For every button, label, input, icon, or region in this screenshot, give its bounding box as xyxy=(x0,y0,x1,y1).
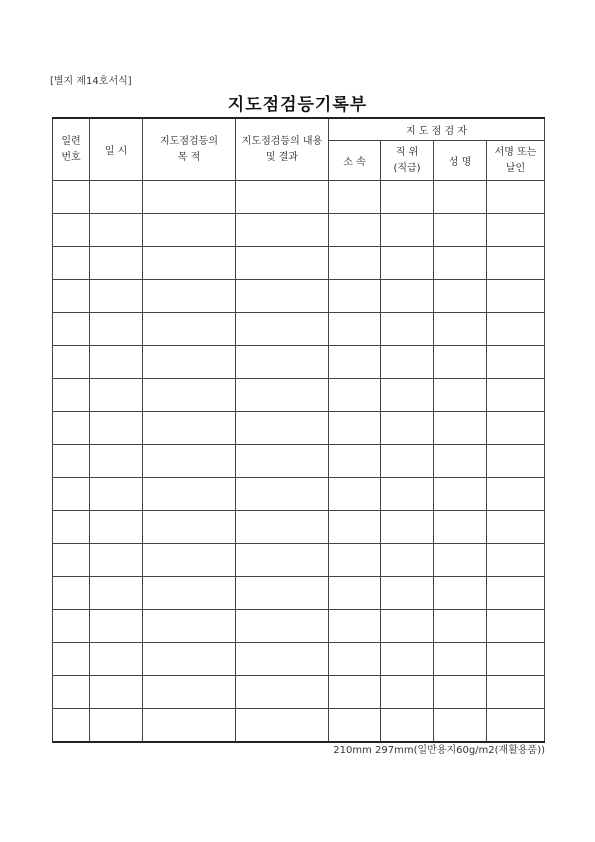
table-cell[interactable] xyxy=(143,445,236,478)
header-affiliation: 소 속 xyxy=(329,141,381,181)
table-row xyxy=(53,214,545,247)
table-cell[interactable] xyxy=(487,346,545,379)
table-cell[interactable] xyxy=(143,379,236,412)
table-cell[interactable] xyxy=(434,511,487,544)
table-cell[interactable] xyxy=(53,610,90,643)
table-cell[interactable] xyxy=(434,313,487,346)
table-cell[interactable] xyxy=(434,544,487,577)
table-cell[interactable] xyxy=(487,643,545,676)
table-cell[interactable] xyxy=(90,511,143,544)
table-cell[interactable] xyxy=(329,346,381,379)
table-cell[interactable] xyxy=(487,709,545,743)
table-cell[interactable] xyxy=(381,247,434,280)
table-cell[interactable] xyxy=(381,412,434,445)
table-cell[interactable] xyxy=(329,379,381,412)
table-cell[interactable] xyxy=(487,181,545,214)
table-cell[interactable] xyxy=(329,412,381,445)
table-cell[interactable] xyxy=(90,181,143,214)
table-cell[interactable] xyxy=(381,313,434,346)
table-cell[interactable] xyxy=(90,214,143,247)
table-cell[interactable] xyxy=(90,709,143,743)
table-cell[interactable] xyxy=(487,412,545,445)
table-cell[interactable] xyxy=(487,379,545,412)
table-cell[interactable] xyxy=(381,478,434,511)
table-cell[interactable] xyxy=(381,544,434,577)
table-cell[interactable] xyxy=(236,313,329,346)
table-cell[interactable] xyxy=(236,478,329,511)
table-cell[interactable] xyxy=(329,709,381,743)
table-cell[interactable] xyxy=(53,280,90,313)
table-cell[interactable] xyxy=(143,412,236,445)
table-cell[interactable] xyxy=(381,346,434,379)
table-cell[interactable] xyxy=(53,511,90,544)
table-cell[interactable] xyxy=(53,643,90,676)
table-cell[interactable] xyxy=(434,247,487,280)
header-position: 직 위 (직급) xyxy=(381,141,434,181)
table-cell[interactable] xyxy=(90,643,143,676)
table-row xyxy=(53,709,545,743)
table-cell[interactable] xyxy=(236,412,329,445)
table-cell[interactable] xyxy=(236,610,329,643)
table-cell[interactable] xyxy=(434,181,487,214)
table-row xyxy=(53,247,545,280)
table-cell[interactable] xyxy=(143,478,236,511)
table-cell[interactable] xyxy=(381,709,434,743)
table-cell[interactable] xyxy=(381,181,434,214)
table-cell[interactable] xyxy=(487,610,545,643)
table-cell[interactable] xyxy=(329,313,381,346)
table-cell[interactable] xyxy=(434,280,487,313)
table-cell[interactable] xyxy=(434,610,487,643)
table-row xyxy=(53,412,545,445)
table-cell[interactable] xyxy=(236,511,329,544)
table-cell[interactable] xyxy=(381,610,434,643)
table-cell[interactable] xyxy=(53,676,90,709)
table-cell[interactable] xyxy=(381,280,434,313)
table-cell[interactable] xyxy=(236,709,329,743)
table-cell[interactable] xyxy=(236,181,329,214)
table-cell[interactable] xyxy=(143,247,236,280)
table-cell[interactable] xyxy=(434,445,487,478)
table-row xyxy=(53,643,545,676)
table-cell[interactable] xyxy=(487,445,545,478)
inspection-record-table xyxy=(52,117,545,743)
page-title: 지도점검등기록부 xyxy=(227,95,368,115)
table-cell[interactable] xyxy=(329,577,381,610)
table-row xyxy=(53,181,545,214)
table-cell[interactable] xyxy=(329,247,381,280)
table-cell[interactable] xyxy=(434,577,487,610)
table-cell[interactable] xyxy=(53,313,90,346)
record-rows xyxy=(53,181,545,743)
table-cell[interactable] xyxy=(143,280,236,313)
table-cell[interactable] xyxy=(53,709,90,743)
table-cell[interactable] xyxy=(90,379,143,412)
table-cell[interactable] xyxy=(329,478,381,511)
table-cell[interactable] xyxy=(236,214,329,247)
table-row xyxy=(53,346,545,379)
table-cell[interactable] xyxy=(90,247,143,280)
table-cell[interactable] xyxy=(236,577,329,610)
table-cell[interactable] xyxy=(90,280,143,313)
table-cell[interactable] xyxy=(236,643,329,676)
table-cell[interactable] xyxy=(434,676,487,709)
table-cell[interactable] xyxy=(143,709,236,743)
table-cell[interactable] xyxy=(487,544,545,577)
table-cell[interactable] xyxy=(53,346,90,379)
table-cell[interactable] xyxy=(53,214,90,247)
table-cell[interactable] xyxy=(90,544,143,577)
table-cell[interactable] xyxy=(487,577,545,610)
table-cell[interactable] xyxy=(53,478,90,511)
table-cell[interactable] xyxy=(434,346,487,379)
table-cell[interactable] xyxy=(143,313,236,346)
table-cell[interactable] xyxy=(143,181,236,214)
table-cell[interactable] xyxy=(329,643,381,676)
table-row xyxy=(53,379,545,412)
table-cell[interactable] xyxy=(329,181,381,214)
table-cell[interactable] xyxy=(381,214,434,247)
table-cell[interactable] xyxy=(236,676,329,709)
table-cell[interactable] xyxy=(434,379,487,412)
table-cell[interactable] xyxy=(329,610,381,643)
header-signature: 서명 또는 날인 xyxy=(487,141,545,181)
table-cell[interactable] xyxy=(90,346,143,379)
table-cell[interactable] xyxy=(53,445,90,478)
table-cell[interactable] xyxy=(143,676,236,709)
table-cell[interactable] xyxy=(53,544,90,577)
table-row xyxy=(53,676,545,709)
table-cell[interactable] xyxy=(90,610,143,643)
table-cell[interactable] xyxy=(381,379,434,412)
table-row xyxy=(53,445,545,478)
table-row xyxy=(53,577,545,610)
table-cell[interactable] xyxy=(236,445,329,478)
table-cell[interactable] xyxy=(434,412,487,445)
table-cell[interactable] xyxy=(90,478,143,511)
table-cell[interactable] xyxy=(236,379,329,412)
table-cell[interactable] xyxy=(381,511,434,544)
table-cell[interactable] xyxy=(487,676,545,709)
header-serial-number: 일련 번호 xyxy=(53,118,90,181)
table-cell[interactable] xyxy=(236,346,329,379)
table-cell[interactable] xyxy=(143,544,236,577)
table-cell[interactable] xyxy=(90,577,143,610)
table-cell[interactable] xyxy=(143,643,236,676)
table-row xyxy=(53,511,545,544)
table-cell[interactable] xyxy=(236,544,329,577)
table-cell[interactable] xyxy=(329,676,381,709)
table-cell[interactable] xyxy=(90,445,143,478)
table-cell[interactable] xyxy=(143,577,236,610)
table-cell[interactable] xyxy=(90,313,143,346)
table-cell[interactable] xyxy=(143,214,236,247)
table-cell[interactable] xyxy=(53,577,90,610)
table-cell[interactable] xyxy=(381,643,434,676)
header-purpose: 지도점검등의 목 적 xyxy=(143,118,236,181)
table-cell[interactable] xyxy=(329,214,381,247)
table-cell[interactable] xyxy=(487,313,545,346)
table-cell[interactable] xyxy=(434,214,487,247)
table-cell[interactable] xyxy=(487,280,545,313)
table-cell[interactable] xyxy=(329,280,381,313)
table-row xyxy=(53,610,545,643)
table-cell[interactable] xyxy=(487,247,545,280)
table-cell[interactable] xyxy=(487,214,545,247)
table-cell[interactable] xyxy=(53,379,90,412)
header-inspector-group: 지 도 점 검 자 xyxy=(329,118,545,141)
table-row xyxy=(53,313,545,346)
table-row xyxy=(53,478,545,511)
table-row xyxy=(53,544,545,577)
table-cell[interactable] xyxy=(434,709,487,743)
table-cell[interactable] xyxy=(143,346,236,379)
header-content-result: 지도점검등의 내용 및 결과 xyxy=(236,118,329,181)
table-cell[interactable] xyxy=(90,676,143,709)
table-cell[interactable] xyxy=(381,577,434,610)
table-cell[interactable] xyxy=(53,247,90,280)
table-cell[interactable] xyxy=(329,511,381,544)
table-cell[interactable] xyxy=(236,247,329,280)
table-cell[interactable] xyxy=(329,445,381,478)
table-cell[interactable] xyxy=(53,412,90,445)
header-datetime: 일 시 xyxy=(90,118,143,181)
table-cell[interactable] xyxy=(143,610,236,643)
table-cell[interactable] xyxy=(434,643,487,676)
table-cell[interactable] xyxy=(329,544,381,577)
table-cell[interactable] xyxy=(381,676,434,709)
table-cell[interactable] xyxy=(487,511,545,544)
table-cell[interactable] xyxy=(434,478,487,511)
form-number-label: [별지 제14호서식] xyxy=(50,76,132,87)
table-cell[interactable] xyxy=(90,412,143,445)
table-cell[interactable] xyxy=(381,445,434,478)
table-row xyxy=(53,280,545,313)
table-cell[interactable] xyxy=(487,478,545,511)
paper-spec-footer: 210mm 297mm(일반용지60g/m2(재활용품)) xyxy=(333,745,545,756)
table-cell[interactable] xyxy=(236,280,329,313)
table-cell[interactable] xyxy=(53,181,90,214)
header-name: 성 명 xyxy=(434,141,487,181)
table-cell[interactable] xyxy=(143,511,236,544)
